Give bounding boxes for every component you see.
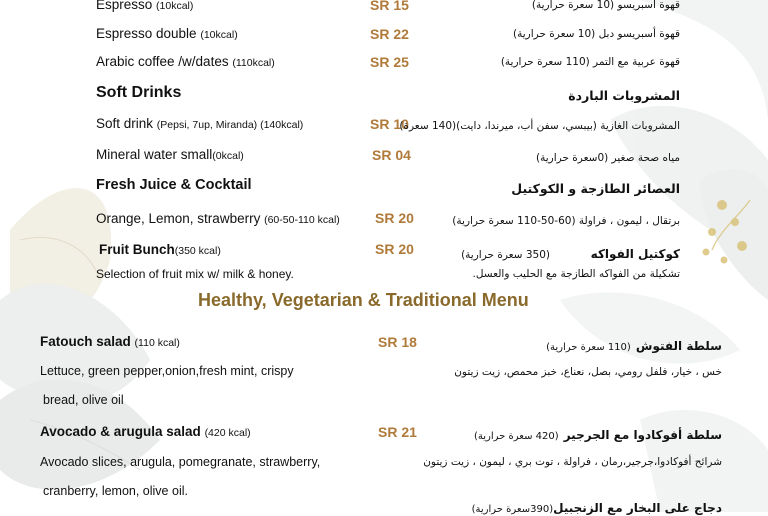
item-name: Mineral water small [96,147,213,162]
item-arabic [461,243,680,262]
item-arabic-description: تشكيلة من الفواكه الطازجة مع الحليب والعسل. [472,268,680,280]
menu-item-espresso [96,0,193,12]
item-arabic-name: سلطة الفتوش [635,339,722,353]
menu-item-fatouch-salad [40,334,180,349]
menu-item-ginger-chicken-arabic [472,497,722,516]
item-name: Avocado & arugula salad [40,424,201,439]
menu-item-espresso-double [96,26,238,41]
menu-item-mineral-water [96,147,244,162]
item-arabic-kcal: (390سعرة حرارية) [471,504,554,515]
item-description-line-1: Avocado slices, arugula, pomegranate, strawberry, [40,455,321,469]
item-name: Espresso double [96,26,197,41]
section-heading-juice: Fresh Juice & Cocktail [96,177,252,193]
item-description: Selection of fruit mix w/ milk & honey. [96,267,294,281]
menu-item-arabic-coffee [96,54,275,69]
item-price: SR 22 [370,26,409,42]
item-kcal: (10kcal) [156,0,194,12]
item-arabic-description: خس ، خيار، فلفل رومي، بصل، نعناع، خبز محمص، زيت زيتون [454,366,722,378]
item-price: SR 18 [378,334,417,350]
item-kcal: (10kcal) [200,29,238,41]
item-name: Fruit Bunch [99,242,175,257]
item-kcal: (350 kcal) [174,245,221,257]
item-description-line-2: cranberry, lemon, olive oil. [43,484,188,498]
section-heading-healthy-menu: Healthy, Vegetarian & Traditional Menu [198,290,529,310]
menu-item-fruit-bunch [99,242,221,257]
item-arabic [474,424,722,443]
item-arabic-kcal: (420 سعرة حرارية) [473,431,559,442]
item-price: SR 15 [370,0,409,13]
item-arabic-kcal: (350 سعرة حرارية) [461,249,550,261]
item-kcal: (Pepsi, 7up, Miranda) (140kcal) [156,119,304,131]
item-name: Arabic coffee /w/dates [96,54,229,69]
item-price: SR 04 [372,147,411,163]
item-arabic-name: كوكتيل الفواكه [590,247,680,261]
item-arabic: قهوة عربية مع التمر (110 سعرة حرارية) [500,56,680,68]
item-arabic: المشروبات الغازية (بيبسي، سفن أب، ميرندا، دايت)(140 سعرة) [399,120,680,132]
item-price: SR 20 [375,241,414,257]
item-kcal: (0kcal) [212,150,244,162]
item-arabic: مياه صحة صغير (0سعرة حرارية) [536,152,680,164]
item-name: Espresso [96,0,153,12]
menu-item-orange-juice [96,211,340,226]
item-kcal: (110 kcal) [134,337,180,349]
item-name: Soft drink [96,116,154,131]
item-arabic: قهوة أسبريسو (10 سعرة حرارية) [531,0,680,11]
item-name: Fatouch salad [40,334,131,349]
item-kcal: (420 kcal) [204,427,251,439]
item-description-line-2: bread, olive oil [43,393,124,407]
item-kcal: (60-50-110 kcal) [264,214,340,226]
item-price: SR 21 [378,424,417,440]
section-heading-soft-drinks-arabic: المشروبات الباردة [568,88,680,103]
item-arabic-description: شرائح أفوكادوا،جرجير،رمان ، فراولة ، توت بري ، ليمون ، زيت زيتون [423,456,722,468]
item-arabic-name: سلطة أفوكادوا مع الجرجير [563,428,722,442]
item-arabic [546,335,722,354]
section-heading-juice-arabic: العصائر الطازجة و الكوكتيل [511,181,680,196]
item-arabic-name: دجاج على البخار مع الزنجبيل [553,501,722,515]
item-price: SR 20 [375,210,414,226]
item-arabic: برتقال ، ليمون ، فراولة (60-50-110 سعرة حرارية) [452,215,680,227]
item-name: Orange, Lemon, strawberry [96,211,261,226]
menu-item-avocado-salad [40,424,251,439]
item-arabic: قهوة أسبريسو دبل (10 سعرة حرارية) [513,28,680,40]
item-price: SR 25 [370,54,409,70]
item-arabic-kcal: (110 سعرة حرارية) [546,342,631,353]
item-kcal: (110kcal) [232,57,275,69]
item-description-line-1: Lettuce, green pepper,onion,fresh mint, crispy [40,364,294,378]
menu-item-soft-drink [96,116,303,131]
section-heading-soft-drinks: Soft Drinks [96,84,182,101]
item-price: SR 10 [370,116,409,132]
